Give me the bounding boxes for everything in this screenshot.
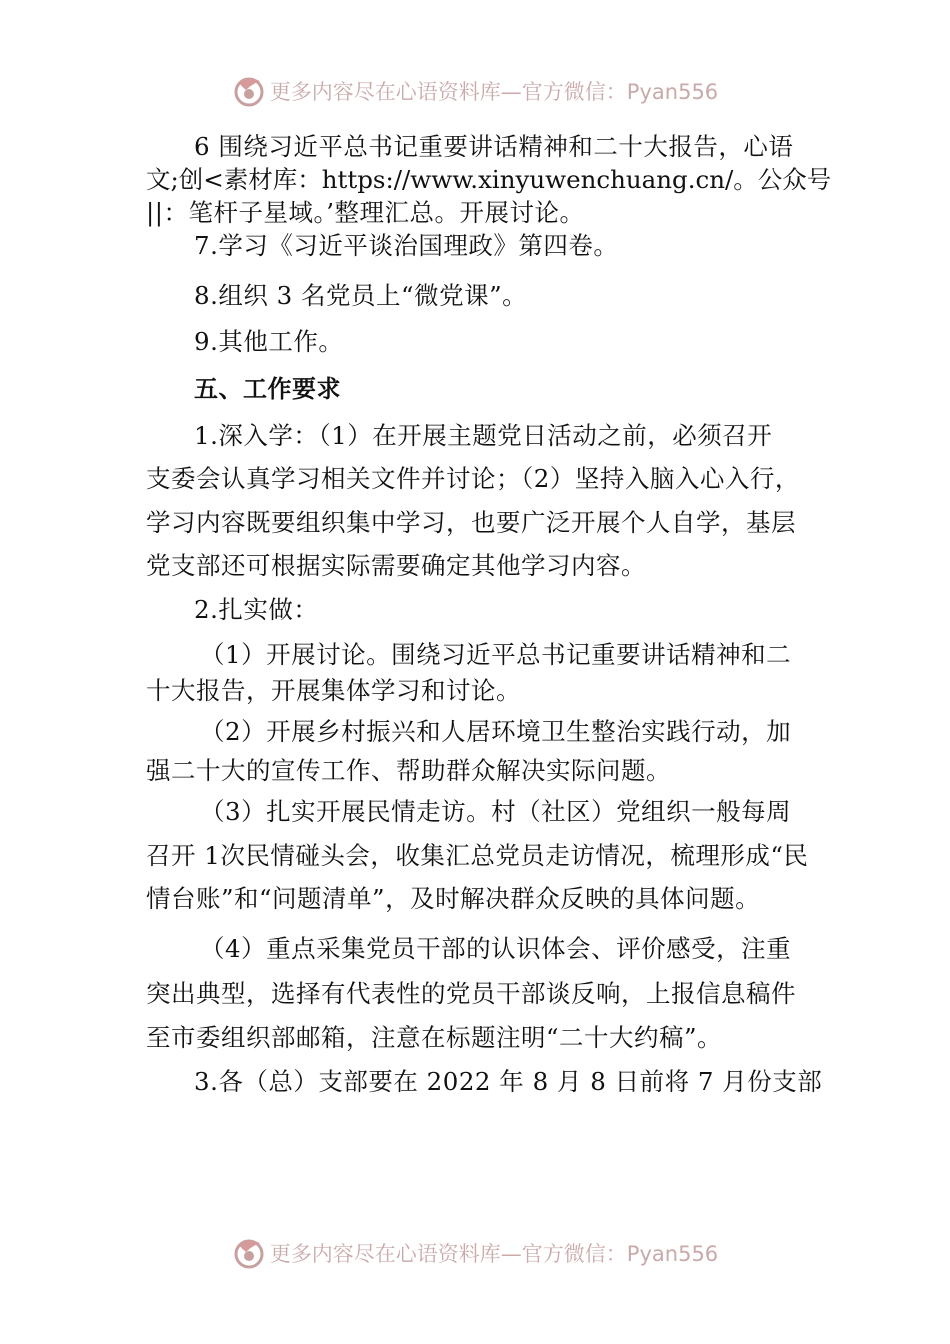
body-line: 突出典型，选择有代表性的党员干部谈反响，上报信息稿件 <box>146 979 796 1008</box>
body-line: 十大报告，开展集体学习和讨论。 <box>146 676 521 705</box>
body-line: 文;创<素材库：https://www.xinyuwenchuang.cn/。公众号 <box>146 165 832 194</box>
body-line: 召开 1次民情碰头会，收集汇总党员走访情况，梳理形成“民 <box>146 841 809 870</box>
body-line: 强二十大的宣传工作、帮助群众解决实际问题。 <box>146 756 671 785</box>
body-line: 学习内容既要组织集中学习，也要广泛开展个人自学，基层 <box>146 508 796 537</box>
body-line: 党支部还可根据实际需要确定其他学习内容。 <box>146 551 646 580</box>
body-line: 至市委组织部邮箱，注意在标题注明“二十大约稿”。 <box>146 1023 723 1052</box>
body-line: （4）重点采集党员干部的认识体会、评价感受，注重 <box>200 934 792 963</box>
body-line: （3）扎实开展民情走访。村（社区）党组织一般每周 <box>200 797 792 826</box>
watermark-logo-icon <box>232 74 266 108</box>
body-line: 7.学习《习近平谈治国理政》第四卷。 <box>194 231 619 260</box>
watermark-header <box>0 74 950 108</box>
body-line: 支委会认真学习相关文件并讨论；（2）坚持入脑入心入行， <box>146 464 800 493</box>
body-line: ||：笔杆子星域。’整理汇总。开展讨论。 <box>146 198 585 227</box>
body-line: 6 围绕习近平总书记重要讲话精神和二十大报告，心语 <box>194 132 794 161</box>
watermark-text: 更多内容尽在心语资料库—官方微信：Pyan556 <box>269 80 719 104</box>
body-line: 9.其他工作。 <box>194 327 344 356</box>
section-heading: 五、工作要求 <box>194 375 341 403</box>
body-line: 1.深入学：（1）在开展主题党日活动之前，必须召开 <box>194 421 773 450</box>
watermark-logo-icon <box>232 1236 266 1270</box>
body-line: 情台账”和“问题清单”，及时解决群众反映的具体问题。 <box>146 884 761 913</box>
watermark-footer <box>0 1236 950 1270</box>
body-line: （2）开展乡村振兴和人居环境卫生整治实践行动，加 <box>200 717 792 746</box>
body-line: 2.扎实做： <box>194 595 319 624</box>
body-line: 8.组织 3 名党员上“微党课”。 <box>194 281 528 310</box>
body-line: 3.各（总）支部要在 2022 年 8 月 8 日前将 7 月份支部 <box>194 1067 823 1096</box>
watermark-text: 更多内容尽在心语资料库—官方微信：Pyan556 <box>269 1242 719 1266</box>
body-line: （1）开展讨论。围绕习近平总书记重要讲话精神和二 <box>200 640 792 669</box>
